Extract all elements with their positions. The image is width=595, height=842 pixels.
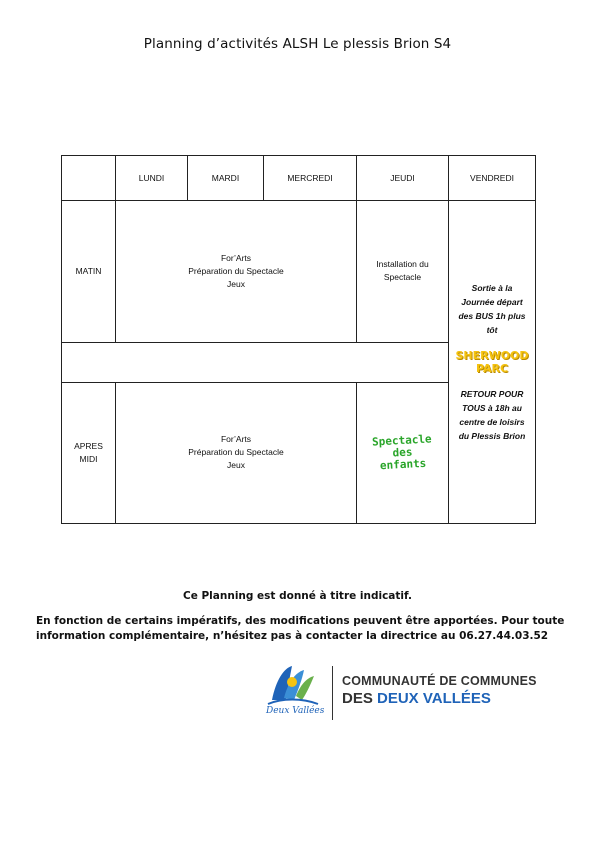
- page-title: Planning d’activités ALSH Le plessis Brion S4: [143, 36, 452, 52]
- mon-wed-morning-activity: For’Arts Préparation du Spectacle Jeux: [116, 201, 357, 342]
- logo-line-1: COMMUNAUTÉ DE COMMUNES: [342, 674, 537, 688]
- planning-table: [61, 155, 536, 524]
- vendredi-cell: [449, 201, 536, 524]
- label-matin: MATIN: [62, 201, 116, 342]
- community-logo: [262, 660, 562, 722]
- jeudi-morning-activity: Installation du Spectacle: [357, 201, 449, 342]
- logo-line-2-part-a: DES: [342, 690, 378, 707]
- day-mercredi: MERCREDI: [264, 156, 357, 201]
- mon-wed-afternoon-activity: For’Arts Préparation du Spectacle Jeux: [116, 382, 357, 523]
- note-title: Ce Planning est donné à titre indicatif.: [183, 590, 412, 602]
- gap-cell: [62, 342, 449, 382]
- logo-line-2: [342, 690, 491, 707]
- corner-cell: [62, 156, 116, 201]
- logo-line-2-part-b: DEUX VALLÉES: [377, 690, 491, 707]
- label-apres-midi: APRES MIDI: [62, 382, 116, 523]
- day-jeudi: JEUDI: [357, 156, 449, 201]
- deux-vallees-logo-icon: [262, 660, 324, 720]
- day-header-row: [62, 156, 536, 201]
- note-body: En fonction de certains impératifs, des modifications peuvent être apportées. Pour toute information complémentaire, n’hésitez pas à contacter la directrice au 06.27.44.03.52: [36, 615, 565, 642]
- logo-divider: [332, 666, 333, 720]
- spectacle-des-enfants-logo: Spectacle des enfants: [371, 432, 432, 473]
- logo-mark-text: Deux Vallées: [266, 706, 324, 716]
- day-mardi: MARDI: [188, 156, 264, 201]
- sherwood-parc-logo: SHERWOOD PARC: [455, 349, 529, 376]
- day-vendredi: VENDREDI: [449, 156, 536, 201]
- vendredi-retour: RETOUR POUR TOUS à 18h au centre de loisirs du Plessis Brion: [458, 389, 526, 442]
- row-matin: [62, 201, 536, 342]
- day-lundi: LUNDI: [116, 156, 188, 201]
- vendredi-sortie: Sortie à la Journée départ des BUS 1h plus tôt: [458, 283, 526, 336]
- jeudi-afternoon-cell: [357, 382, 449, 523]
